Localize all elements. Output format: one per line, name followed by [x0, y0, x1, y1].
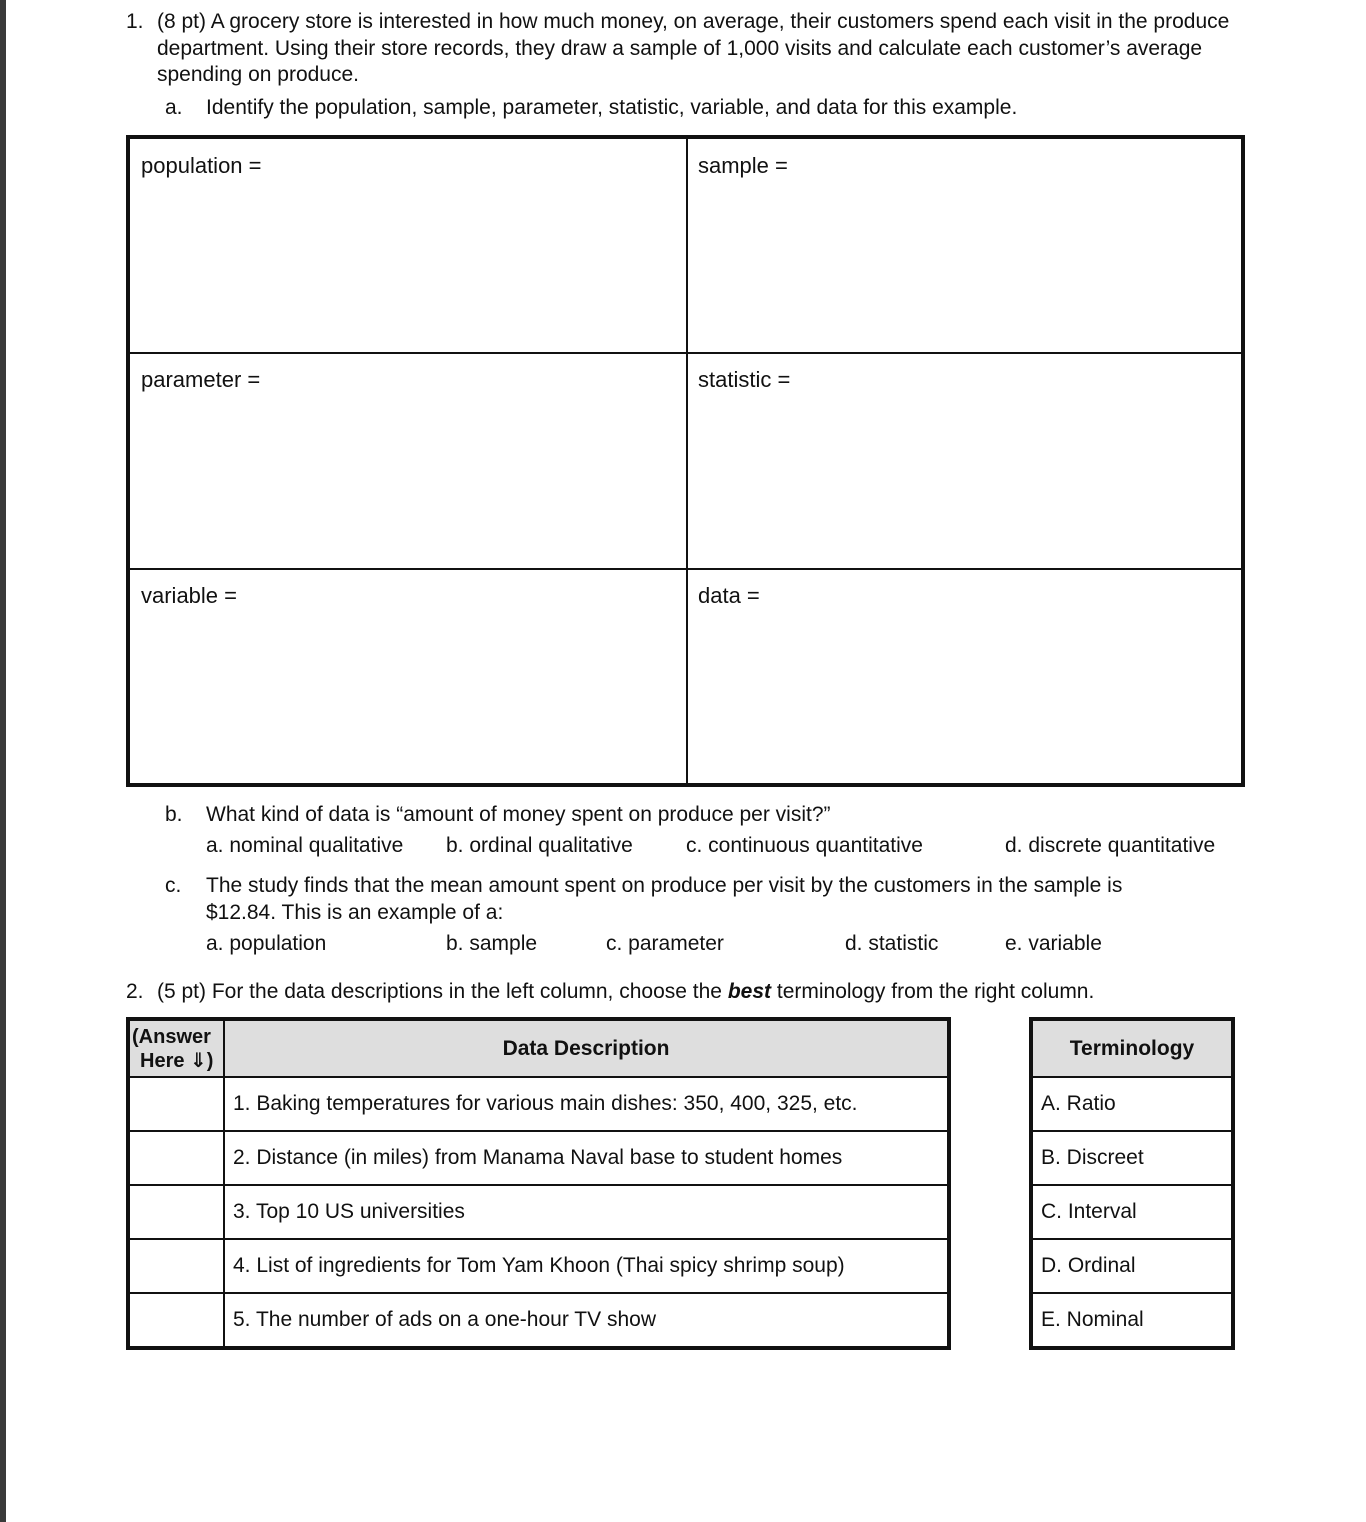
- table-row: [1031, 1239, 1233, 1293]
- table-row: [128, 1131, 949, 1185]
- answer-cell-5[interactable]: [128, 1293, 224, 1348]
- answer-cell-3[interactable]: [128, 1185, 224, 1239]
- data-description-table: [126, 1017, 951, 1350]
- q1c-text-line2: $12.84. This is an example of a:: [206, 901, 504, 924]
- q2-text-after: terminology from the right column.: [776, 980, 1095, 1003]
- answer-cell-2[interactable]: [128, 1131, 224, 1185]
- q1c-letter: c.: [165, 874, 182, 897]
- terminology-cell-b: B. Discreet: [1031, 1131, 1233, 1185]
- answer-header-line2: Here ⇓): [140, 1049, 214, 1072]
- window-edge: [0, 0, 6, 1522]
- q1b-option-d[interactable]: d. discrete quantitative: [1005, 834, 1216, 857]
- table-header-row: [128, 1019, 949, 1077]
- table-row: [128, 1185, 949, 1239]
- q1c-option-d[interactable]: d. statistic: [845, 932, 939, 955]
- q2-number: 2.: [126, 980, 144, 1003]
- q1b-text: What kind of data is “amount of money spent on produce per visit?”: [206, 803, 831, 826]
- description-cell-2: 2. Distance (in miles) from Manama Naval base to student homes: [224, 1131, 949, 1185]
- terminology-cell-c: C. Interval: [1031, 1185, 1233, 1239]
- description-cell-1: 1. Baking temperatures for various main dishes: 350, 400, 325, etc.: [224, 1077, 949, 1131]
- answer-column-header: [128, 1019, 224, 1077]
- q1c-option-c[interactable]: c. parameter: [606, 932, 724, 955]
- table-row: [1031, 1293, 1233, 1348]
- description-cell-4: 4. List of ingredients for Tom Yam Khoon (Thai spicy shrimp soup): [224, 1239, 949, 1293]
- q1b-letter: b.: [165, 803, 183, 826]
- description-cell-5: 5. The number of ads on a one-hour TV show: [224, 1293, 949, 1348]
- sample-label: sample =: [698, 153, 788, 178]
- table-row: [1031, 1131, 1233, 1185]
- q2-text-bold: best: [727, 980, 772, 1003]
- table-header-row: [1031, 1019, 1233, 1077]
- q1c-option-e[interactable]: e. variable: [1005, 932, 1102, 955]
- description-cell-3: 3. Top 10 US universities: [224, 1185, 949, 1239]
- statistic-label: statistic =: [698, 367, 791, 392]
- table-row: [128, 1077, 949, 1131]
- data-label: data =: [698, 583, 760, 608]
- population-label: population =: [141, 153, 262, 178]
- parameter-label: parameter =: [141, 367, 261, 392]
- q1-number: 1.: [126, 10, 144, 33]
- terminology-cell-d: D. Ordinal: [1031, 1239, 1233, 1293]
- table-row: [1031, 1185, 1233, 1239]
- grid-divider: [130, 568, 1241, 570]
- q1-text: (8 pt) A grocery store is interested in how much money, on average, their customers spend each visit in the produce department. Using their store records, they draw a sample of 1,000 visits and calculate each customer’s average spending on produce.: [157, 10, 1230, 86]
- q1a-letter: a.: [165, 96, 183, 119]
- table-row: [128, 1293, 949, 1348]
- q1b-option-c[interactable]: c. continuous quantitative: [686, 834, 923, 857]
- q2-text: [157, 979, 1094, 1005]
- answer-cell-1[interactable]: [128, 1077, 224, 1131]
- q1c-option-a[interactable]: a. population: [206, 932, 327, 955]
- answer-cell-4[interactable]: [128, 1239, 224, 1293]
- q2-text-before: (5 pt) For the data descriptions in the left column, choose the: [157, 980, 722, 1003]
- terminology-table: [1029, 1017, 1235, 1350]
- terminology-cell-a: A. Ratio: [1031, 1077, 1233, 1131]
- grid-divider: [686, 139, 688, 783]
- q1b-option-a[interactable]: a. nominal qualitative: [206, 834, 404, 857]
- identification-grid: [126, 135, 1245, 787]
- q1c-option-b[interactable]: b. sample: [446, 932, 538, 955]
- table-row: [1031, 1077, 1233, 1131]
- terminology-column-header: Terminology: [1031, 1019, 1233, 1077]
- grid-divider: [130, 352, 1241, 354]
- variable-label: variable =: [141, 583, 238, 608]
- q1c-text-line1: The study finds that the mean amount spent on produce per visit by the customers in the sample is: [206, 874, 1123, 897]
- q1a-text: Identify the population, sample, parameter, statistic, variable, and data for this example.: [206, 96, 1018, 119]
- answer-header-line1: (Answer: [132, 1025, 211, 1048]
- description-column-header: Data Description: [224, 1019, 949, 1077]
- table-row: [128, 1239, 949, 1293]
- terminology-cell-e: E. Nominal: [1031, 1293, 1233, 1348]
- q1b-option-b[interactable]: b. ordinal qualitative: [446, 834, 633, 857]
